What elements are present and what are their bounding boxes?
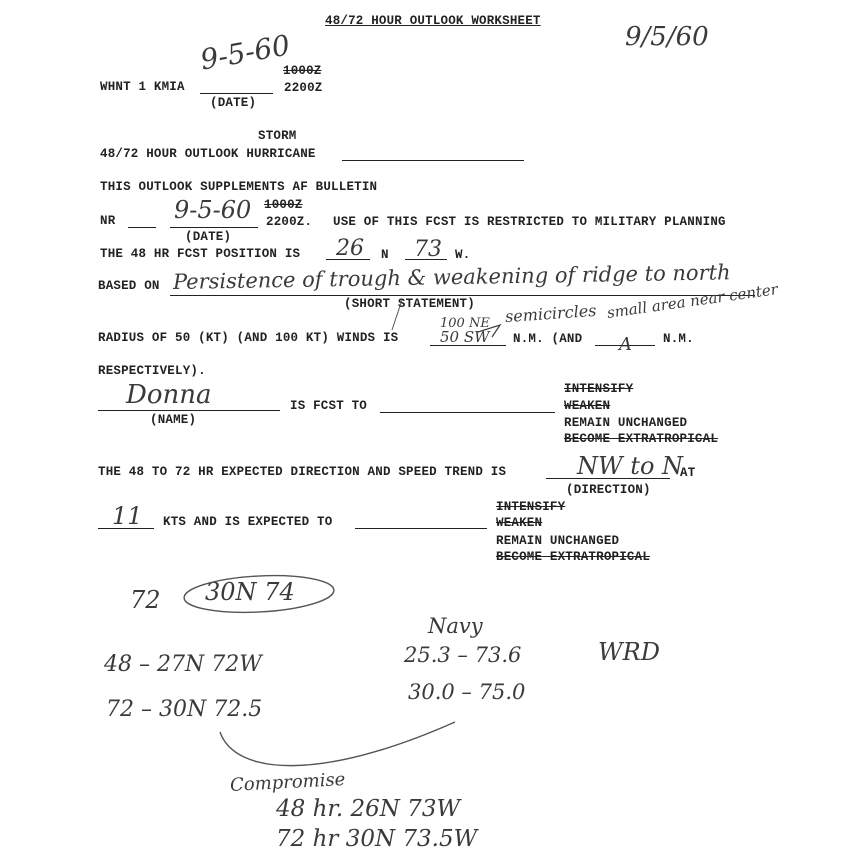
line4-time: 2200Z. <box>266 215 313 229</box>
handwritten-small-area: small area near center <box>605 280 779 322</box>
handwritten-header-date: 9/5/60 <box>625 22 709 52</box>
note-navy-48: 25.3 – 73.6 <box>404 643 522 667</box>
note-navy-72: 30.0 – 75.0 <box>408 680 526 704</box>
worksheet-title: 48/72 HOUR OUTLOOK WORKSHEET <box>325 14 541 28</box>
line10-text: KTS AND IS EXPECTED TO <box>163 515 333 529</box>
line7-text: RADIUS OF 50 (KT) (AND 100 KT) WINDS IS <box>98 331 399 345</box>
note-compromise-48: 48 hr. 26N 73W <box>276 796 461 822</box>
line7-nm-and: N.M. (AND <box>513 332 583 346</box>
compromise-arc-mark <box>220 722 455 766</box>
option8-remain-unchanged: REMAIN UNCHANGED <box>564 416 688 430</box>
line5-text: THE 48 HR FCST POSITION IS <box>100 247 301 261</box>
short-statement-caption: (SHORT STATEMENT) <box>344 297 475 311</box>
line1-time: 2200Z <box>284 81 323 95</box>
handwritten-radius-bottom: 50 SW <box>440 328 490 346</box>
line9-at: AT <box>680 466 696 480</box>
note-wrd: WRD <box>598 638 660 666</box>
storm-label: STORM <box>258 129 297 143</box>
line1-handwritten-date: 9-5-60 <box>197 28 293 77</box>
note-wrd-72: 72 – 30N 72.5 <box>106 697 263 722</box>
note-wrd-48: 48 – 27N 72W <box>104 652 262 677</box>
line1-date-caption: (DATE) <box>210 96 257 110</box>
note-72-circled: 30N 74 <box>205 578 295 606</box>
line4-handwritten-date: 9-5-60 <box>174 196 252 224</box>
line2-text: 48/72 HOUR OUTLOOK HURRICANE <box>100 147 316 161</box>
line4-nr: NR <box>100 214 116 228</box>
handwritten-a: A <box>619 334 632 355</box>
handwritten-speed: 11 <box>112 502 143 530</box>
option10-become-extratropical: BECOME EXTRATROPICAL <box>496 550 651 564</box>
note-compromise: Compromise <box>229 768 346 797</box>
line1-time-struck: 1000Z <box>283 64 322 78</box>
option8-intensify: INTENSIFY <box>564 382 634 396</box>
line9-text: THE 48 TO 72 HR EXPECTED DIRECTION AND SPEED TREND IS <box>98 465 507 479</box>
option10-intensify: INTENSIFY <box>496 500 566 514</box>
handwritten-lon: 73 <box>414 237 442 262</box>
based-on-label: BASED ON <box>98 279 160 293</box>
line5-w: W. <box>455 248 471 262</box>
handwritten-semicircles: semicircles <box>504 300 598 327</box>
line4-text: USE OF THIS FCST IS RESTRICTED TO MILITARY PLANNING <box>333 215 726 229</box>
option8-become-extratropical: BECOME EXTRATROPICAL <box>564 432 719 446</box>
note-72: 72 <box>130 586 161 614</box>
handwritten-basis: Persistence of trough & weakening of ridge to north <box>172 260 731 294</box>
line8-text: IS FCST TO <box>290 399 368 413</box>
circle-mark <box>183 572 335 616</box>
option8-weaken: WEAKEN <box>564 399 611 413</box>
option10-remain-unchanged: REMAIN UNCHANGED <box>496 534 620 548</box>
line3-text: THIS OUTLOOK SUPPLEMENTS AF BULLETIN <box>100 180 378 194</box>
note-compromise-72: 72 hr 30N 73.5W <box>276 826 478 852</box>
line5-n: N <box>381 248 389 262</box>
direction-caption: (DIRECTION) <box>566 483 651 497</box>
line7-nm: N.M. <box>663 332 694 346</box>
name-caption: (NAME) <box>150 413 197 427</box>
handwritten-storm-name: Donna <box>126 380 212 410</box>
note-navy: Navy <box>428 614 483 638</box>
handwritten-lat: 26 <box>336 236 364 261</box>
respectively-text: RESPECTIVELY). <box>98 364 206 378</box>
handwritten-radius-top: 100 NE <box>440 316 490 331</box>
n-to-weakening-arrow <box>392 300 402 330</box>
line4-date-caption: (DATE) <box>185 230 232 244</box>
line4-time-struck: 1000Z <box>264 198 303 212</box>
handwritten-direction: NW to N <box>577 452 684 480</box>
line1-prefix: WHNT 1 KMIA <box>100 80 185 94</box>
semicircle-arrow-mark <box>478 325 500 337</box>
option10-weaken: WEAKEN <box>496 516 543 530</box>
